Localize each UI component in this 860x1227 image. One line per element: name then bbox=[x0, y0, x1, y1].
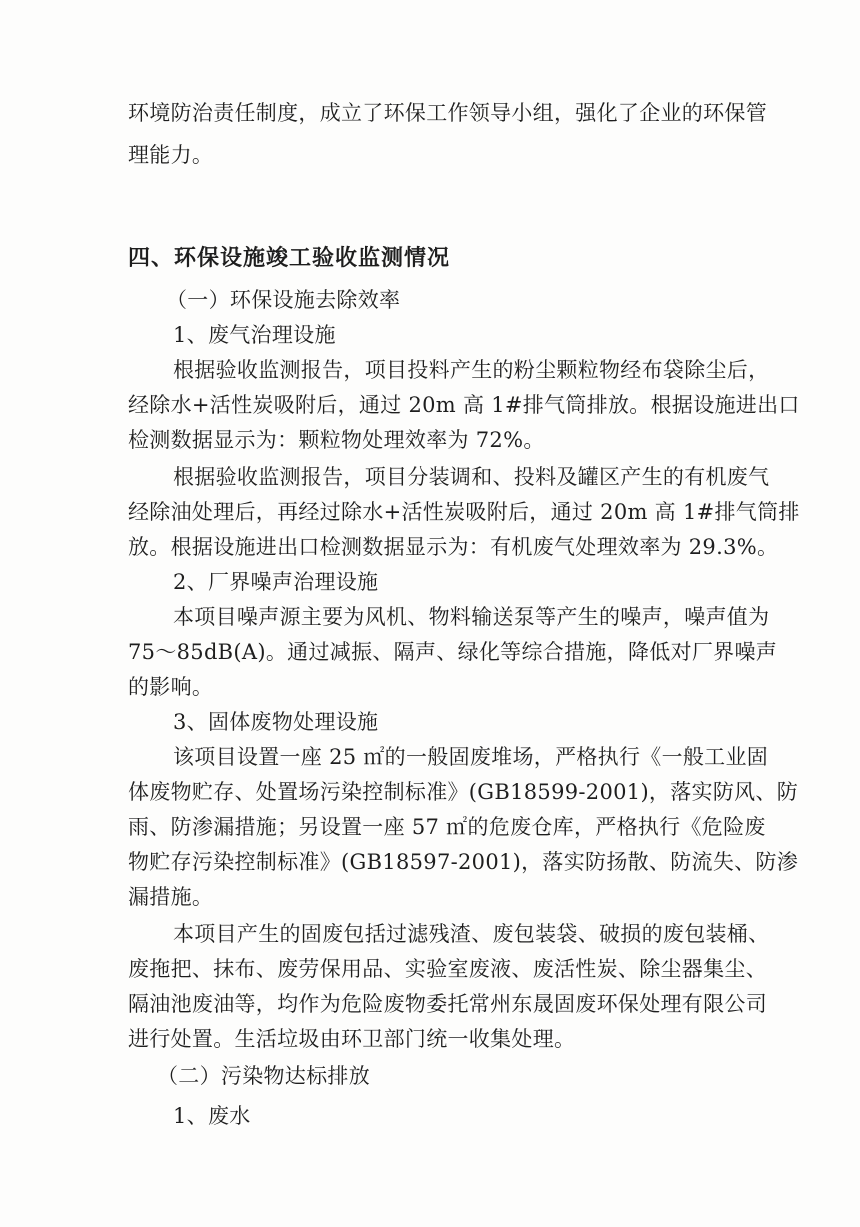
paragraph-line: 漏措施。 bbox=[128, 885, 214, 909]
paragraph-line: 本项目噪声源主要为风机、物料输送泵等产生的噪声，噪声值为 bbox=[173, 605, 770, 629]
paragraph-line: 理能力。 bbox=[128, 143, 214, 167]
paragraph-line: 该项目设置一座 25 ㎡的一般固废堆场，严格执行《一般工业固 bbox=[173, 745, 769, 769]
paragraph-line: 隔油池废油等，均作为危险废物委托常州东晟固废环保处理有限公司 bbox=[128, 992, 767, 1016]
section-heading: 四、环保设施竣工验收监测情况 bbox=[128, 245, 451, 271]
item-heading: 1、废气治理设施 bbox=[173, 323, 336, 347]
paragraph-line: 经除油处理后，再经过除水+活性炭吸附后，通过 20m 高 1#排气筒排 bbox=[128, 500, 800, 524]
paragraph-line: 根据验收监测报告，项目分装调和、投料及罐区产生的有机废气 bbox=[173, 465, 770, 489]
paragraph-line: 废拖把、抹布、废劳保用品、实验室废液、废活性炭、除尘器集尘、 bbox=[128, 957, 767, 981]
paragraph-line: 根据验收监测报告，项目投料产生的粉尘颗粒物经布袋除尘后， bbox=[173, 358, 770, 382]
paragraph-line: 环境防治责任制度，成立了环保工作领导小组，强化了企业的环保管 bbox=[128, 101, 767, 125]
paragraph-line: 经除水+活性炭吸附后，通过 20m 高 1#排气筒排放。根据设施进出口 bbox=[128, 393, 800, 417]
paragraph-line: 物贮存污染控制标准》(GB18597-2001)，落实防扬散、防流失、防渗 bbox=[128, 850, 799, 874]
item-heading: 3、固体废物处理设施 bbox=[173, 710, 379, 734]
paragraph-line: 检测数据显示为：颗粒物处理效率为 72%。 bbox=[128, 428, 545, 452]
paragraph-line: 体废物贮存、处置场污染控制标准》(GB18599-2001)，落实防风、防 bbox=[128, 780, 799, 804]
subsection-heading: （二）污染物达标排放 bbox=[157, 1064, 370, 1088]
paragraph-line: 的影响。 bbox=[128, 675, 214, 699]
paragraph-line: 雨、防渗漏措施；另设置一座 57 ㎡的危废仓库，严格执行《危险废 bbox=[128, 815, 766, 839]
paragraph-line: 放。根据设施进出口检测数据显示为：有机废气处理效率为 29.3%。 bbox=[128, 535, 779, 559]
paragraph-line: 本项目产生的固废包括过滤残渣、废包装袋、破损的废包装桶、 bbox=[173, 922, 770, 946]
item-heading: 2、厂界噪声治理设施 bbox=[173, 570, 379, 594]
paragraph-line: 进行处置。生活垃圾由环卫部门统一收集处理。 bbox=[128, 1027, 576, 1051]
paragraph-line: 75～85dB(A)。通过减振、隔声、绿化等综合措施，降低对厂界噪声 bbox=[128, 640, 778, 664]
subsection-heading: （一）环保设施去除效率 bbox=[166, 288, 401, 312]
item-heading: 1、废水 bbox=[173, 1104, 251, 1128]
